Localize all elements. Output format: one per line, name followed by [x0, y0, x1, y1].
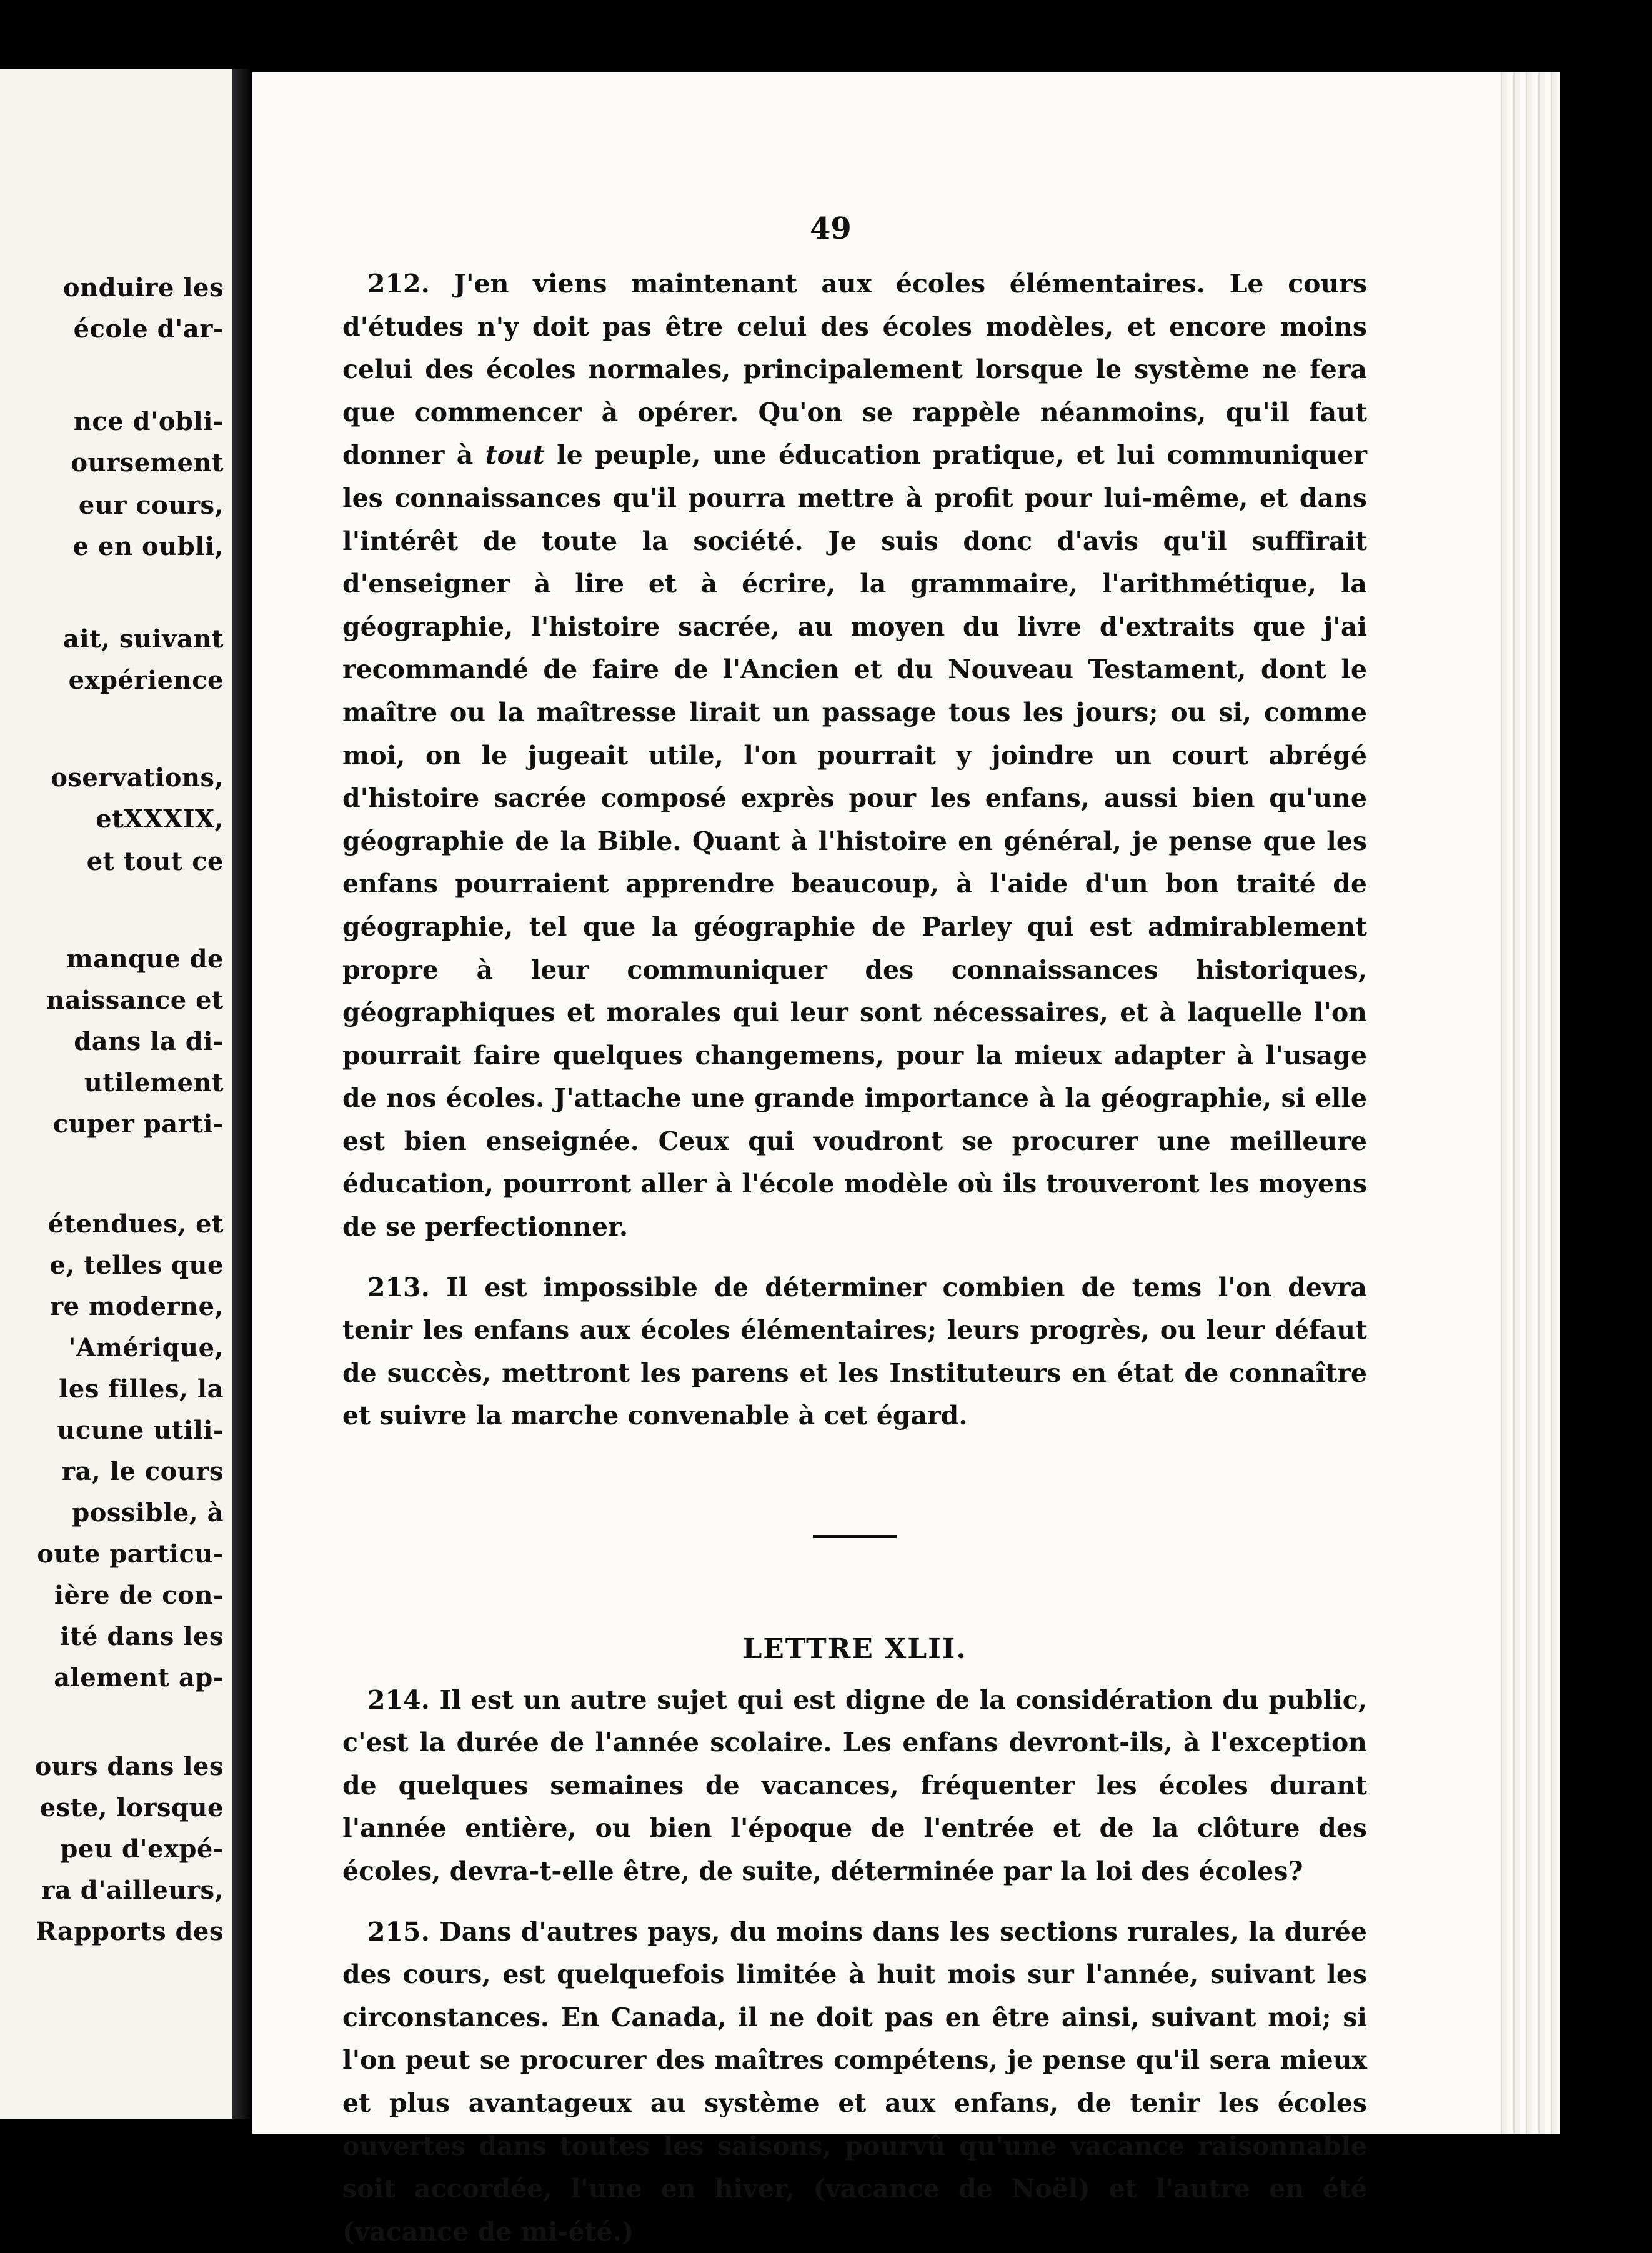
left-page-line: oursement: [71, 448, 224, 477]
left-page-line: ra, le cours: [61, 1457, 224, 1486]
section-divider: [813, 1535, 897, 1538]
left-page-line: possible, à: [72, 1498, 224, 1527]
left-page-line: cuper parti-: [52, 1109, 224, 1139]
paragraph-212-text-b: le peuple, une éducation pratique, et lui communiquer les connaissances qu'il pourra mettre à profit pour lui-même, et dans l'intérêt de toute la société. Je suis donc d'avis qu'il suffirait d'enseigner à lire et à écrire, la grammaire, l'arithmétique, la géographie, l'histoire sacrée, au moyen du livre d'extraits que j'ai recommandé de faire de l'Ancien et du Nouveau Testament, dont le maître ou la maîtresse lirait un passage tous les jours; ou si, comme moi, on le jugeait utile, l'on pourrait y joindre un court abrégé d'histoire sacrée composé exprès pour les enfans, aussi bien qu'une géographie de la Bible. Quant à l'histoire en général, je pense que les enfans pourraient apprendre beaucoup, à l'aide d'un bon traité de géographie, tel que la géographie de Parley qui est admirablement propre à leur communiquer des connaissances historiques, géographiques et morales qui leur sont nécessaires, et à laquelle l'on pourrait faire quelques changemens, pour la mieux adapter à l'usage de nos écoles. J'attache une grande importance à la géographie, si elle est bien enseignée. Ceux qui voudront se procurer une meilleure éducation, pourront aller à l'école modèle où ils trouveront les moyens de se perfectionner.: [342, 440, 1367, 1242]
left-page-line: école d'ar-: [73, 314, 224, 344]
left-page-line: étendues, et: [47, 1209, 224, 1239]
left-page-line: ité dans les: [60, 1622, 224, 1651]
left-page-line: naissance et: [46, 986, 224, 1015]
left-page-line: les filles, la: [59, 1374, 224, 1404]
left-page-line: ra d'ailleurs,: [41, 1876, 224, 1905]
left-page-line: et tout ce: [86, 847, 224, 876]
left-page-line: dans la di-: [74, 1027, 224, 1056]
left-page-line: manque de: [66, 944, 224, 974]
left-page-line: alement ap-: [54, 1663, 224, 1692]
paragraph-213: 213. Il est impossible de déterminer combien de tems l'on devra tenir les enfans aux écoles élémentaires; leurs progrès, ou leur défaut de succès, mettront les parens et les Instituteurs en état de connaître et suivre la marche convenable à cet égard.: [342, 1272, 1367, 1431]
left-page-line: e, telles que: [49, 1251, 224, 1280]
left-page-line: peu d'expé-: [60, 1834, 224, 1864]
left-page-line: onduire les: [62, 273, 224, 302]
left-page-line: ucune utili-: [57, 1416, 224, 1445]
left-page-line: etXXXIX,: [96, 804, 224, 834]
paragraph-215: 215. Dans d'autres pays, du moins dans les sections rurales, la durée des cours, est quelquefois limitée à huit mois sur l'année, suivant les circonstances. En Canada, il ne doit pas en être ainsi, suivant moi; si l'on peut se procurer des maîtres compétens, je pense qu'il sera mieux et plus avantageux au système et aux enfans, de tenir les écoles ouvertes dans toutes les saisons, pourvû qu'une vacance raisonnable soit accordée, l'une en hiver, (vacance de Noël) et l'autre en été (vacance de mi-été.): [342, 1916, 1367, 2247]
left-page-line: nce d'obli-: [73, 407, 224, 436]
paragraph-212: [342, 262, 1367, 1249]
left-page-line: ière de con-: [54, 1581, 224, 1610]
left-page-line: ours dans les: [34, 1752, 224, 1781]
left-page-line: este, lorsque: [39, 1793, 224, 1822]
book-gutter: [232, 69, 252, 2119]
left-page-line: oute particu-: [37, 1539, 224, 1569]
left-page-line: oservations,: [51, 763, 224, 792]
paragraph-214: 214. Il est un autre sujet qui est digne de la considération du public, c'est la durée de l'année scolaire. Les enfans devront-ils, à l'exception de quelques semaines de vacances, fréquenter les écoles durant l'année entière, ou bien l'époque de l'entrée et de la clôture des écoles, devra-t-elle être, de suite, déterminée par la loi des écoles?: [342, 1684, 1367, 1886]
left-page-line: Rapports des: [36, 1917, 224, 1946]
emphasis-tout: tout: [485, 440, 545, 471]
left-page-line: ait, suivant: [63, 624, 224, 654]
left-page-line: expérience: [68, 666, 224, 695]
left-page-line: eur cours,: [78, 491, 224, 520]
page-body: [342, 262, 1367, 2253]
left-page-line: e en oubli,: [72, 532, 224, 561]
page-edges: [1495, 72, 1560, 2134]
previous-page-fragment: [0, 69, 232, 2119]
left-page-line: re moderne,: [50, 1292, 224, 1321]
page-number: 49: [810, 211, 852, 246]
paragraph-212-text-a: 212. J'en viens maintenant aux écoles élémentaires. Le cours d'études n'y doit pas être celui des écoles modèles, et encore moins celui des écoles normales, principalement lorsque le système ne fera que commencer à opérer. Qu'on se rappèle néanmoins, qu'il faut donner à: [342, 269, 1367, 471]
left-page-line: utilement: [84, 1068, 224, 1097]
letter-heading: LETTRE XLII.: [742, 1633, 967, 1666]
left-page-line: 'Amérique,: [68, 1333, 224, 1362]
